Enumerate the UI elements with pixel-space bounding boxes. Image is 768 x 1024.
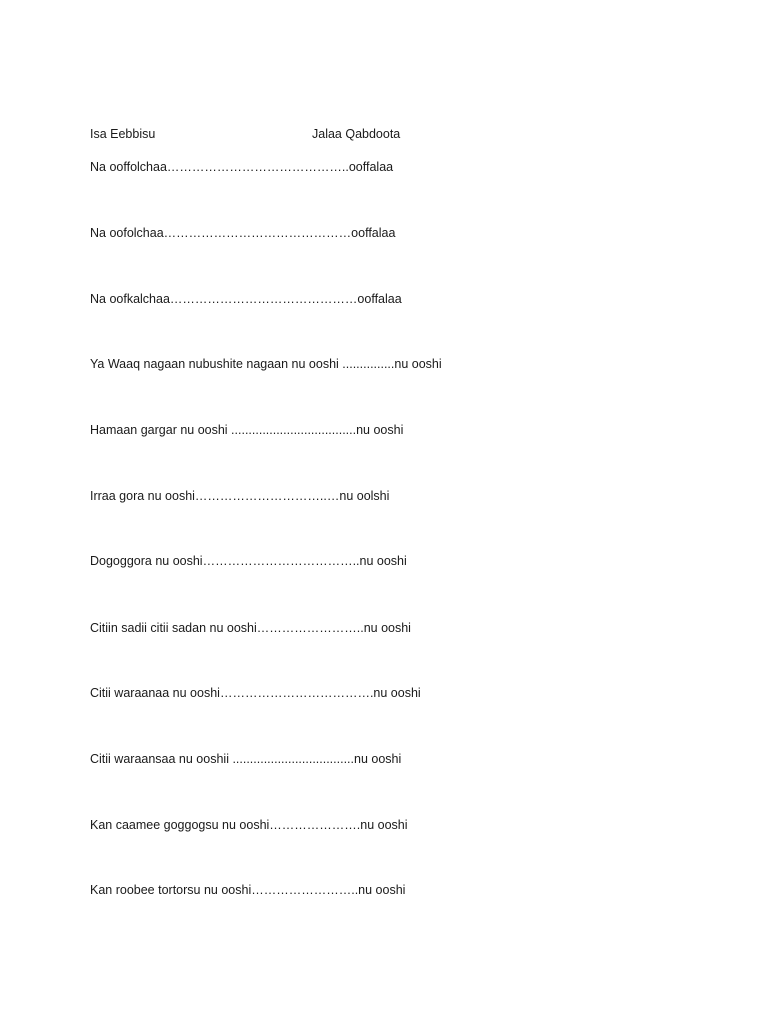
text-line: Irraa gora nu ooshi…………………………..…nu oolshi [90,489,390,503]
header-right-title: Jalaa Qabdoota [312,127,401,141]
header-left-title: Isa Eebbisu [90,127,156,141]
text-line: Citiin sadii citii sadan nu ooshi……………………..nu ooshi [90,621,411,635]
text-line: Citii waraanaa nu ooshi……………………………….nu ooshi [90,686,421,700]
text-line: Citii waraansaa nu ooshii ...................................nu ooshi [90,752,402,766]
text-line: Na ooffolchaa……………………………………..ooffalaa [90,160,394,174]
text-line: Na oofkalchaa………………………………………ooffalaa [90,292,402,306]
text-line: Dogoggora nu ooshi………………………………..nu ooshi [90,554,407,568]
text-line: Kan caamee goggogsu nu ooshi………………….nu ooshi [90,818,408,832]
text-line: Ya Waaq nagaan nubushite nagaan nu ooshi ...............nu ooshi [90,357,442,371]
text-line: Kan roobee tortorsu nu ooshi……………………..nu ooshi [90,883,406,897]
text-line: Hamaan gargar nu ooshi ....................................nu ooshi [90,423,404,437]
header-row [90,127,690,145]
text-line: Na oofolchaa………………………………………ooffalaa [90,226,396,240]
